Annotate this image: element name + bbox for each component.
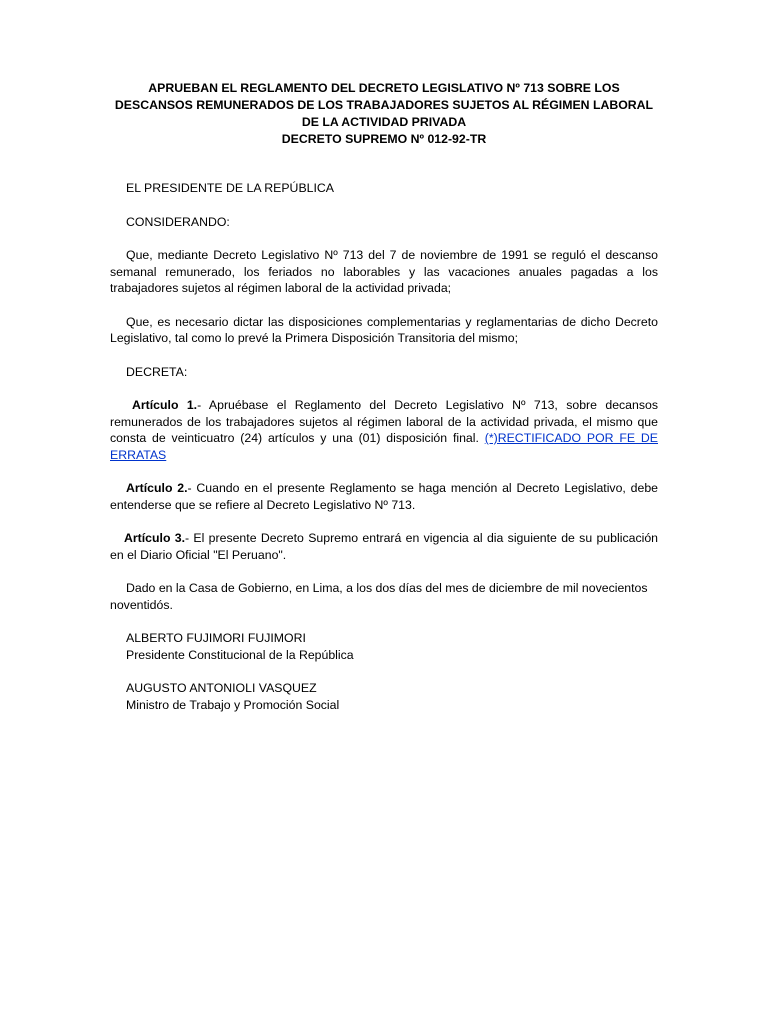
signature-block-1 <box>110 630 658 663</box>
article-3 <box>110 530 658 563</box>
article-1-text: - Apruébase el Reglamento del Decreto Legislativo Nº 713, sobre decansos remunerados de los trabajadores sujetos al régimen laboral de la actividad privada, el mismo que consta de veinticuatro (24) artículos y una (01) disposición final. <box>110 398 658 445</box>
considerando-paragraph-2: Que, es necesario dictar las disposiciones complementarias y reglamentarias de dicho Decreto Legislativo, tal como lo prevé la Primera Disposición Transitoria del mismo; <box>110 314 658 345</box>
article-1 <box>110 397 658 463</box>
signatory-1-name: ALBERTO FUJIMORI FUJIMORI <box>126 631 306 645</box>
signatory-2-role: Ministro de Trabajo y Promoción Social <box>126 697 340 712</box>
signatory-2-name: AUGUSTO ANTONIOLI VASQUEZ <box>126 681 317 695</box>
article-2-text: - Cuando en el presente Reglamento se haga mención al Decreto Legislativo, debe entenderse que se refiere al Decreto Legislativo Nº 713. <box>110 481 658 512</box>
considerando-heading: CONSIDERANDO: <box>126 214 230 229</box>
article-2 <box>110 480 658 513</box>
article-1-title: Artículo 1. <box>132 398 198 412</box>
article-3-title: Artículo 3. <box>124 531 186 545</box>
decreta-heading: DECRETA: <box>126 364 188 379</box>
title-block <box>110 80 658 148</box>
document-page <box>110 80 658 730</box>
closing-paragraph: Dado en la Casa de Gobierno, en Lima, a los dos días del mes de diciembre de mil novecientos noventidós. <box>110 581 648 612</box>
considerando-paragraph-1: Que, mediante Decreto Legislativo Nº 713 del 7 de noviembre de 1991 se reguló el descanso semanal remunerado, los feriados no laborables y las vacaciones anuales pagadas a los trabajadores sujetos al régimen laboral de la actividad privada; <box>110 248 658 295</box>
president-heading: EL PRESIDENTE DE LA REPÚBLICA <box>126 181 334 195</box>
article-3-text: - El presente Decreto Supremo entrará en vigencia al dia siguiente de su publicación en el Diario Oficial "El Peruano". <box>110 531 658 562</box>
decree-number: DECRETO SUPREMO Nº 012-92-TR <box>281 132 487 146</box>
signatory-1-role: Presidente Constitucional de la República <box>126 647 354 662</box>
errata-link[interactable]: (*)RECTIFICADO POR FE DE ERRATAS <box>110 431 658 462</box>
document-title: APRUEBAN EL REGLAMENTO DEL DECRETO LEGISLATIVO Nº 713 SOBRE LOS DESCANSOS REMUNERADOS DE LOS TRABAJADORES SUJETOS AL RÉGIMEN LABORAL DE LA ACTIVIDAD PRIVADA <box>114 81 654 129</box>
article-2-title: Artículo 2. <box>126 481 188 495</box>
signature-block-2 <box>110 680 658 713</box>
